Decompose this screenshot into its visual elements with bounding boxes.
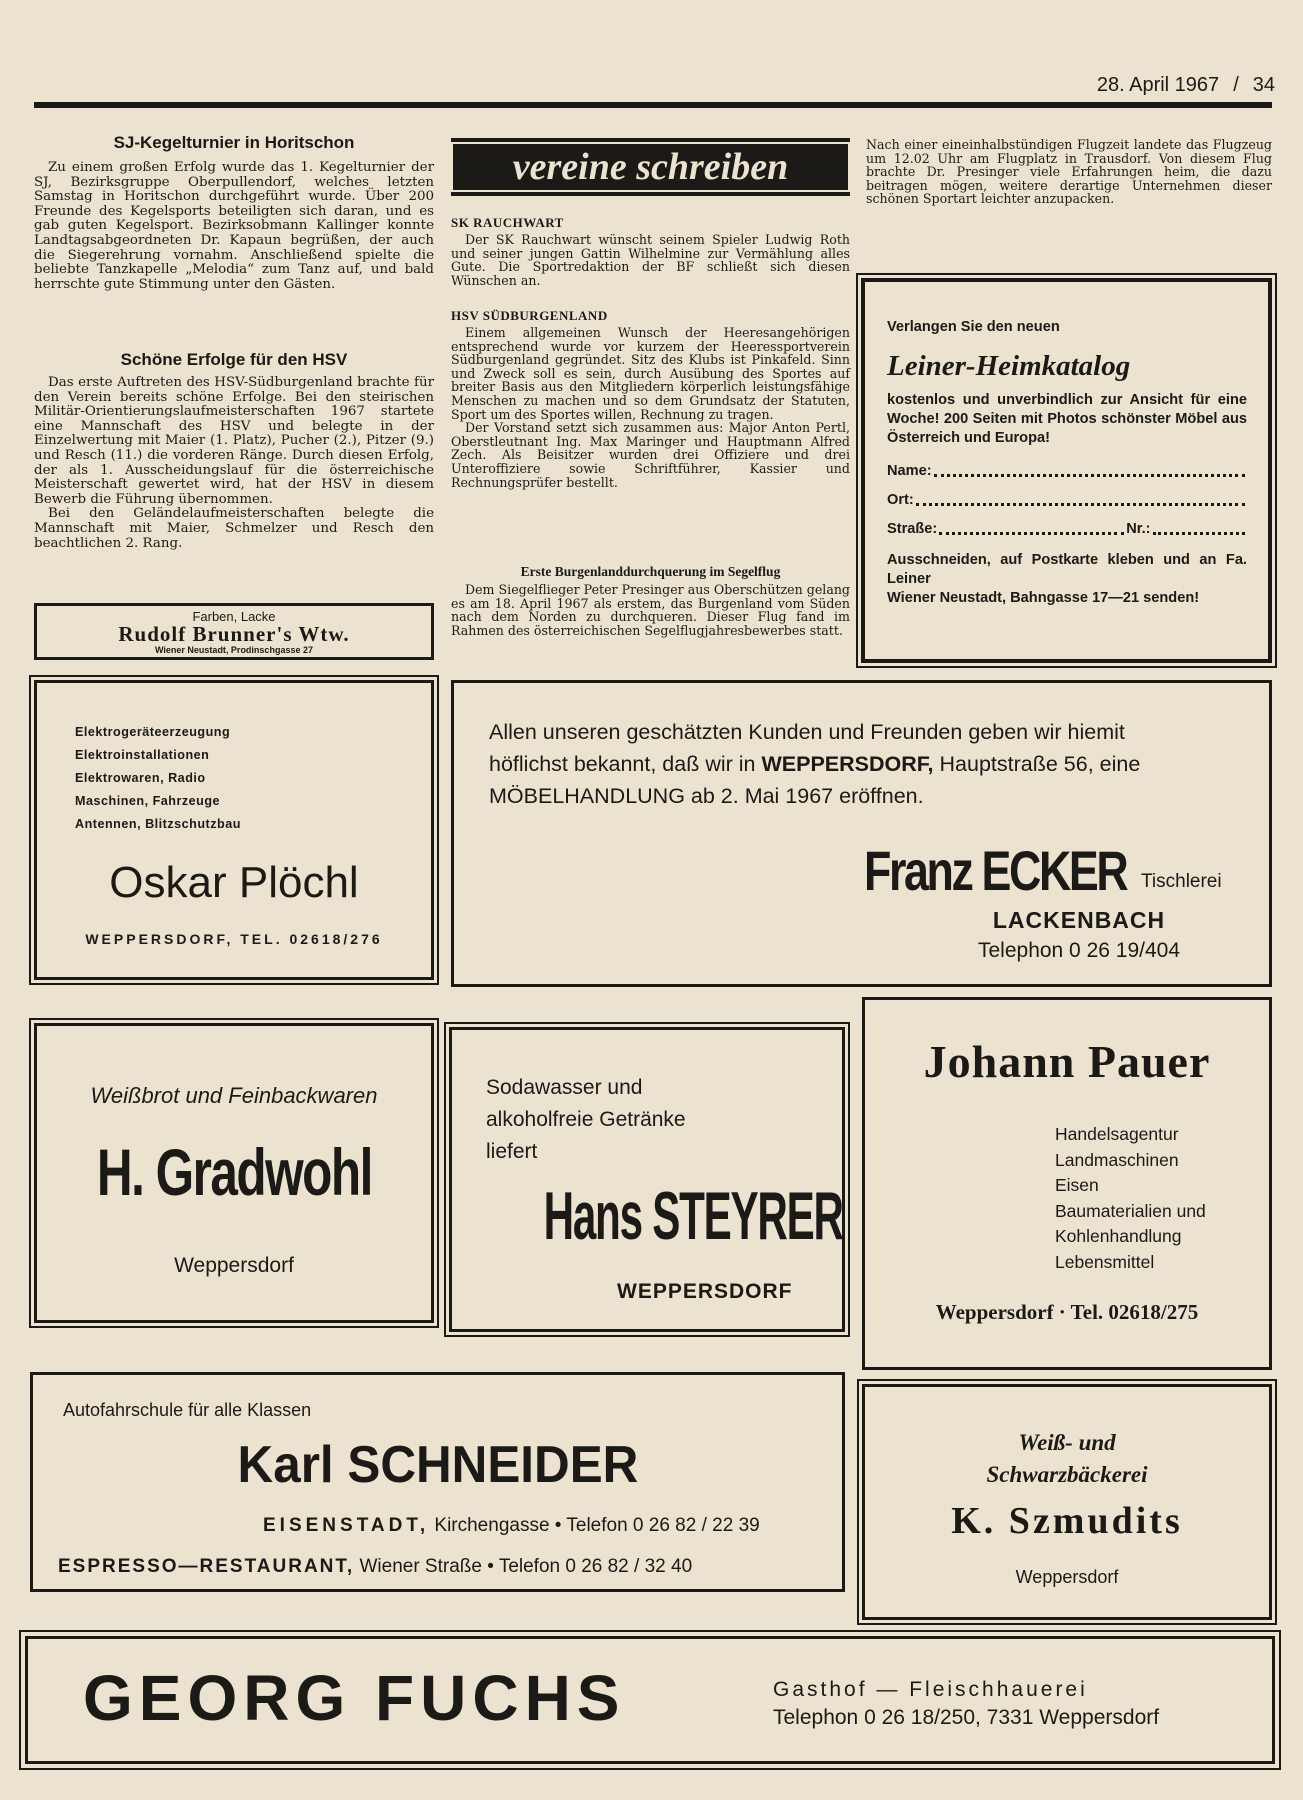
service-item: Elektroinstallationen: [75, 748, 210, 762]
article-body: Dem Siegelflieger Peter Presinger aus Oberschützen gelang es am 18. April 1967 als erstem, das Burgenland vom Süden nach dem Norden zu durchqueren. Dieser Flug fand im Rahmen des österreichischen Segelflugjahresbewerbes statt.: [451, 582, 850, 638]
ad-footer: Ausschneiden, auf Postkarte kleben und an Fa. Leiner: [887, 552, 1247, 587]
article-heading: HSV SÜDBURGENLAND: [451, 308, 608, 323]
ad-address: EISENSTADT, Kirchengasse • Telefon 0 26 82 / 22 39: [263, 1515, 760, 1536]
ad-name: K. Szmudits: [951, 1500, 1183, 1542]
ad-line: Sodawasser und: [486, 1076, 643, 1099]
article-heading: Schöne Erfolge für den HSV: [120, 350, 348, 369]
article-heading: SJ-Kegelturnier in Horitschon: [113, 133, 355, 152]
coupon-ort-field[interactable]: Ort:: [887, 491, 1247, 510]
ad-johann-pauer: [862, 997, 1272, 1370]
ad-name: H. Gradwohl: [96, 1135, 372, 1209]
ad-karl-schneider: [30, 1372, 845, 1592]
header-rule: [34, 102, 1272, 108]
page-number: 34: [1252, 74, 1275, 96]
ad-line: Verlangen Sie den neuen: [887, 319, 1060, 335]
ad-trade: Tischlerei: [1141, 871, 1222, 892]
ad-brand: Leiner-Heimkatalog: [887, 350, 1131, 382]
article-sk-rauchwart: [451, 215, 850, 287]
service-item: Antennen, Blitzschutzbau: [75, 817, 241, 831]
ad-line: Landmaschinen: [1055, 1149, 1179, 1170]
ad-contact: Weppersdorf · Tel. 02618/275: [935, 1300, 1199, 1324]
ad-phone: Telephon 0 26 19/404: [977, 939, 1180, 962]
article-segelflug-continued: Nach einer eineinhalbstündigen Flugzeit landete das Flugzeug um 12.02 Uhr am Flugplatz in Trausdorf. Von diesem Flug brachte Dr. Presinger viele Erfahrungen heim, die dazu beitragen mögen, weitere derartige Unternehmen dieser schönen Sportart leichter anzupacken.: [866, 137, 1272, 207]
ad-hans-steyrer: [449, 1027, 845, 1332]
ad-line: Baumaterialien und: [1055, 1200, 1206, 1221]
ad-town: LACKENBACH: [992, 907, 1166, 933]
header-separator: /: [1233, 74, 1239, 96]
service-item: Elektrogeräteerzeugung: [75, 725, 231, 739]
ad-line: alkoholfreie Getränke: [486, 1108, 686, 1131]
ad-line: Schwarzbäckerei: [986, 1462, 1148, 1487]
ad-leiner: [861, 278, 1272, 663]
ad-town: Weppersdorf: [174, 1254, 294, 1277]
ad-restaurant: ESPRESSO—RESTAURANT, Wiener Straße • Telefon 0 26 82 / 32 40: [58, 1556, 693, 1577]
ad-line: Weiß- und: [1018, 1430, 1116, 1455]
article-segelflug: [451, 564, 850, 637]
header-date: 28. April 1967: [1096, 74, 1220, 96]
ad-text: MÖBELHANDLUNG ab 2. Mai 1967 eröffnen.: [489, 784, 924, 808]
page-header: [1030, 74, 1275, 100]
ad-text: Allen unseren geschätzten Kunden und Freunden geben wir hiemit: [489, 720, 1125, 744]
ad-line: Kohlenhandlung: [1055, 1226, 1182, 1246]
ad-line: Eisen: [1055, 1175, 1099, 1195]
ad-name: Rudolf Brunner's Wtw.: [118, 622, 350, 646]
ad-rudolf-brunner: [34, 603, 434, 660]
ad-line: Telephon 0 26 18/250, 7331 Weppersdorf: [773, 1706, 1160, 1729]
service-item: Maschinen, Fahrzeuge: [75, 794, 221, 808]
ad-line: Gasthof — Fleischhauerei: [773, 1678, 1088, 1701]
article-heading: SK RAUCHWART: [451, 215, 564, 230]
ad-town: WEPPERSDORF: [617, 1280, 793, 1303]
article-sj-kegelturnier: [34, 133, 434, 292]
ad-k-szmudits: [862, 1384, 1272, 1620]
article-body: Der SK Rauchwart wünscht seinem Spieler Ludwig Roth und seiner jungen Gattin Wilhelmine zur Vermählung alles Gute. Die Sportredaktion der BF schließt sich diesen Wünschen an.: [451, 232, 850, 288]
ad-georg-fuchs: [25, 1636, 1275, 1764]
ad-text: höflichst bekannt, daß wir in WEPPERSDORF, Hauptstraße 56, eine: [489, 752, 1141, 776]
ad-body: kostenlos und unverbindlich zur Ansicht für eine Woche! 200 Seiten mit Photos schönster Möbel aus Österreich und Europa!: [887, 392, 1247, 446]
article-hsv-suedburgenland: [451, 308, 850, 489]
ad-name: Karl SCHNEIDER: [237, 1436, 638, 1494]
ad-footer: Wiener Neustadt, Bahngasse 17—21 senden!: [887, 590, 1200, 606]
ad-h-gradwohl: [34, 1023, 434, 1323]
banner-vereine-schreiben: vereine schreiben: [451, 138, 850, 196]
coupon-name-field[interactable]: Name:: [887, 462, 1247, 481]
ad-line: Farben, Lacke: [192, 609, 276, 624]
article-heading: Erste Burgenlanddurchquerung im Segelflug: [520, 564, 781, 579]
ad-line: Autofahrschule für alle Klassen: [63, 1400, 312, 1420]
article-hsv-erfolge: [34, 350, 434, 551]
ad-name: Oskar Plöchl: [109, 858, 359, 907]
ad-oskar-ploechl: [34, 680, 434, 980]
article-body: Zu einem großen Erfolg wurde das 1. Kegelturnier der SJ, Bezirksgruppe Oberpullendorf, welches letzten Samstag in Horitschon durchgeführt wurde. Über 200 Freunde des Kegelsports beteiligten sich daran, und es gab guten Kegelsport. Bezirksobmann Kallinger konnte Landtagsabgeordneten Dr. Kapaun begrüßen, der auch die Siegerehrung vornahm. Anschließend spielte die beliebte Tanzkapelle „Melodia“ zum Tanz auf, und bald herrschte gute Stimmung unter den Gästen.: [34, 160, 434, 292]
ad-contact: WEPPERSDORF, TEL. 02618/276: [85, 931, 383, 947]
ad-name: Franz ECKER: [864, 839, 1127, 902]
ad-name: Johann Pauer: [923, 1036, 1211, 1087]
ad-line: Handelsagentur: [1055, 1124, 1179, 1144]
ad-tagline: Weißbrot und Feinbackwaren: [90, 1083, 378, 1108]
coupon-strasse-field[interactable]: Straße: Nr.:: [887, 520, 1247, 539]
ad-line: liefert: [486, 1140, 538, 1163]
service-item: Elektrowaren, Radio: [75, 771, 206, 785]
article-body: Einem allgemeinen Wunsch der Heeresangehörigen entsprechend wurde vor kurzem der Heeressportverein Südburgenland gegründet. Sitz des Klubs ist Pinkafeld. Sinn und Zweck soll es sein, durch Ausübung des Sportes auf breiter Basis aus den Mitgliedern körperlich leistungsfähige Menschen zu machen und so dem Grundsatz der Statuten, Sport um des Sportes willen, Rechnung zu tragen. Der Vorstand setzt sich zusammen aus: Major Anton Pertl, Oberstleutnant Ing. Max Maringer und Hauptmann Alfred Zech. Als Beisitzer wurden drei Offiziere und drei Unteroffiziere sowie Schriftführer, Kassier und Rechnungsprüfer bestellt.: [451, 325, 850, 490]
ad-line: Lebensmittel: [1055, 1251, 1155, 1272]
ad-town: Weppersdorf: [1015, 1567, 1119, 1587]
ad-franz-ecker: [451, 680, 1272, 987]
ad-address: Wiener Neustadt, Prodinschgasse 27: [155, 645, 313, 655]
ad-name: Hans STEYRER: [543, 1178, 843, 1254]
ad-name: GEORG FUCHS: [83, 1662, 626, 1734]
article-body: Das erste Auftreten des HSV-Südburgenland brachte für den Verein bereits schöne Erfolge. Bei den steirischen Militär-Orientierungslaufmeisterschaften 1967 startete eine Mannschaft des HSV und belegte in der Einzelwertung mit Maier (1. Platz), Pucher (2.), Pitzer (9.) und Resch (11.) die vorderen Ränge. Durch diesen Erfolg, der als 1. Ausscheidungslauf für die österreichische Meisterschaft gewertet wird, hat der HSV in diesem Bewerb die Führung übernommen. Bei den Geländelaufmeisterschaften belegte die Mannschaft mit Maier, Schmelzer und Resch den beachtlichen 2. Rang.: [34, 375, 434, 551]
